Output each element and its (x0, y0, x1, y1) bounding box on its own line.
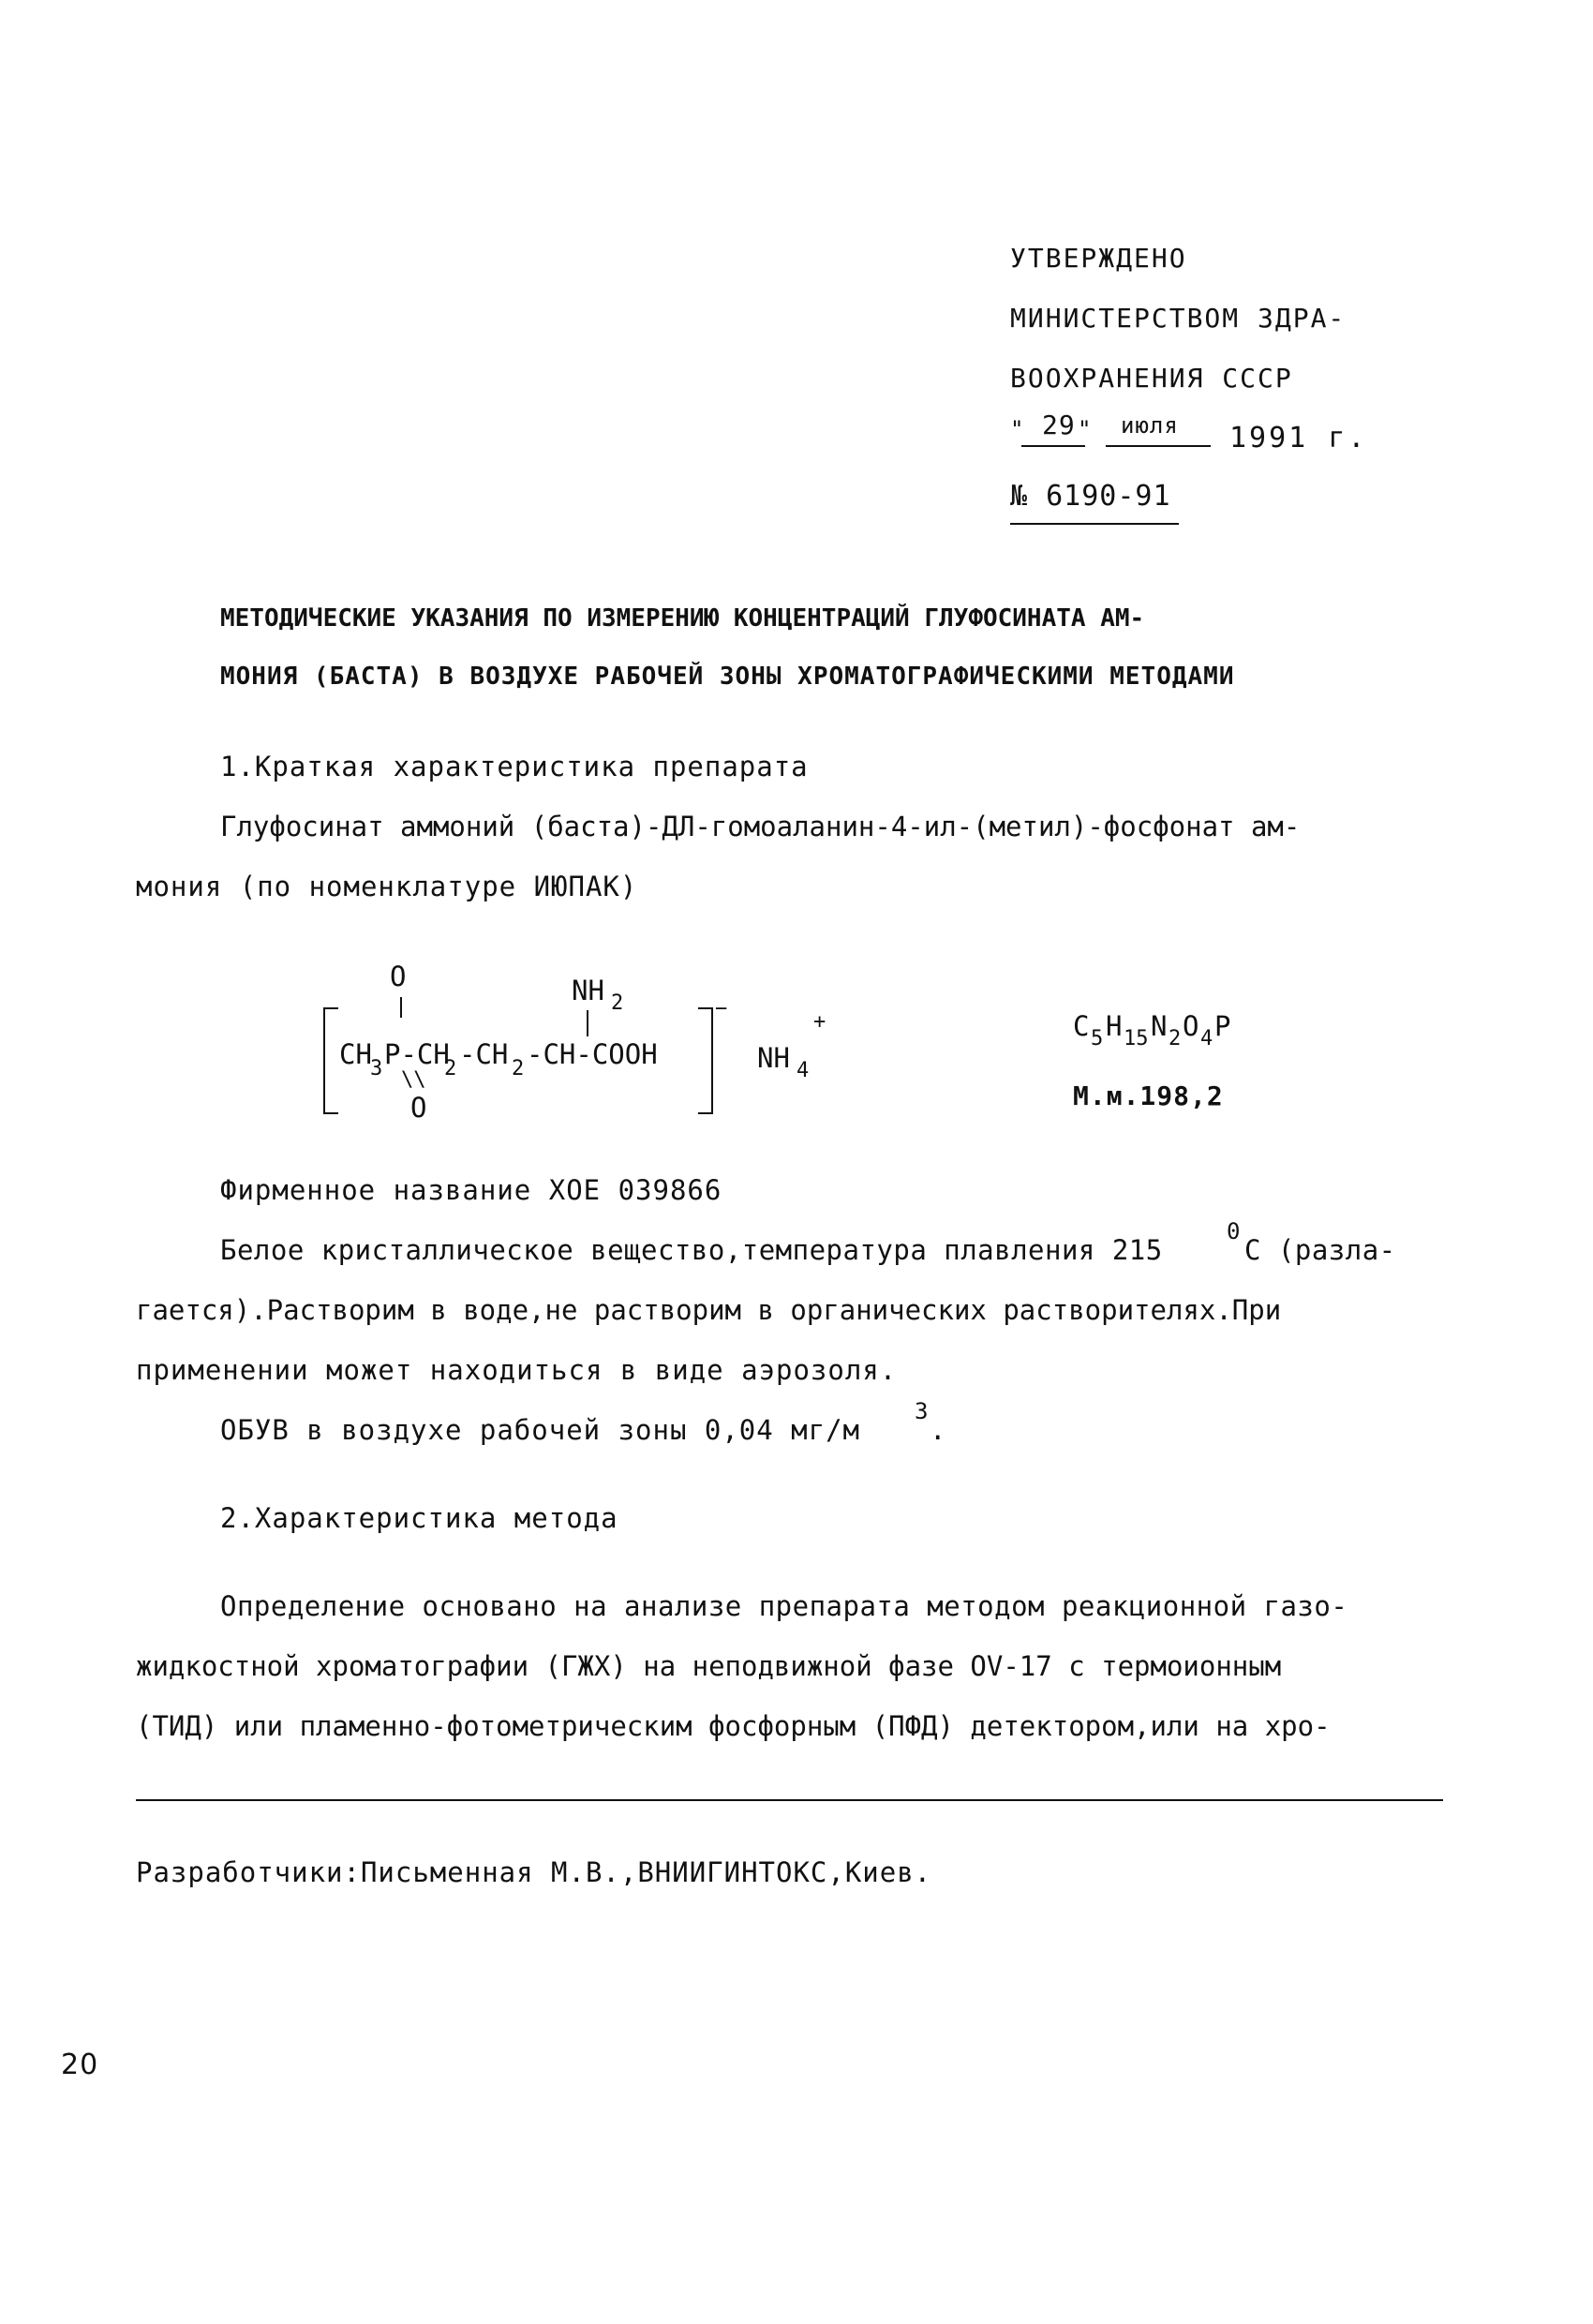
right-bracket (698, 1007, 713, 1114)
section-2-line-3: (ТИД) или пламенно-фотометрическим фосфорным (ПФД) детектором,или на хро- (136, 1710, 1331, 1742)
title-line-1: МЕТОДИЧЕСКИЕ УКАЗАНИЯ ПО ИЗМЕРЕНИЮ КОНЦЕНТРАЦИЙ ГЛУФОСИНАТА АМ- (220, 604, 1145, 633)
charge-plus: + (813, 1010, 826, 1034)
bond-slash: \\ (401, 1068, 426, 1092)
footnote-separator (136, 1799, 1443, 1801)
section-2-line-1: Определение основано на анализе препарата методом реакционной газо- (220, 1590, 1348, 1622)
footnote-developers: Разработчики:Письменная М.В.,ВНИИГИНТОКС,Киев. (136, 1856, 932, 1888)
approval-line-3: ВООХРАНЕНИЯ СССР (1010, 363, 1293, 394)
properties-line-2: гается).Растворим в воде,не растворим в органических растворителях.При (136, 1294, 1282, 1326)
ammonium-group: NH (757, 1042, 790, 1074)
approval-date-month: июля (1121, 412, 1179, 439)
title-line-2: МОНИЯ (БАСТА) В ВОЗДУХЕ РАБОЧЕЙ ЗОНЫ ХРОМАТОГРАФИЧЕСКИМИ МЕТОДАМИ (220, 663, 1235, 691)
approval-number: № 6190-91 (1010, 480, 1171, 513)
formula-nitrogen: N (1151, 1010, 1168, 1042)
chain-subscript-1: 2 (444, 1057, 457, 1080)
properties-line-1a: Белое кристаллическое вещество,температура плавления 215 (220, 1234, 1163, 1266)
formula-oxygen-count: 4 (1200, 1027, 1213, 1050)
date-month-underline (1106, 445, 1211, 447)
double-bond-line (400, 997, 402, 1018)
charge-minus: − (715, 997, 728, 1020)
section-2-line-2: жидкостной хроматографии (ГЖХ) на неподвижной фазе OV-17 с термоионным (136, 1650, 1282, 1682)
properties-line-3: применении может находиться в виде аэрозоля. (136, 1354, 898, 1386)
oxygen-bottom: O (410, 1092, 427, 1124)
formula-oxygen: O (1183, 1010, 1199, 1042)
oxygen-top: O (390, 961, 407, 992)
approval-line-2: МИНИСТЕРСТВОМ ЗДРА- (1010, 303, 1347, 334)
obuv-superscript: 3 (915, 1398, 929, 1424)
ammonium-subscript: 4 (796, 1059, 810, 1082)
formula-phosphorus: P (1214, 1010, 1231, 1042)
approval-date-open-quote: " (1010, 416, 1025, 442)
carboxyl-chain: -CH-COOH (527, 1038, 658, 1070)
methyl-group: CH (339, 1038, 372, 1070)
formula-hydrogen-count: 15 (1124, 1027, 1149, 1050)
approval-date-close-quote: " (1078, 416, 1093, 442)
molar-mass: М.м.198,2 (1073, 1080, 1224, 1111)
section-1-paragraph-line-2: мония (по номенклатуре ИЮПАК) (136, 871, 638, 902)
page-number: 20 (61, 2048, 99, 2081)
methylene-group: -CH (459, 1038, 509, 1070)
formula-hydrogen: H (1106, 1010, 1123, 1042)
methyl-subscript: 3 (370, 1057, 383, 1080)
amino-group: NH (572, 975, 604, 1006)
amino-subscript: 2 (611, 991, 624, 1015)
approval-date-year: 1991 г. (1229, 422, 1368, 454)
section-1-paragraph-line-1: Глуфосинат аммоний (баста)-ДЛ-гомоаланин-4-ил-(метил)-фосфонат ам- (220, 811, 1301, 842)
properties-line-1b: С (разла- (1244, 1234, 1396, 1266)
section-1-heading: 1.Краткая характеристика препарата (220, 751, 809, 782)
chain-subscript-2: 2 (512, 1057, 525, 1080)
section-2-heading: 2.Характеристика метода (220, 1502, 618, 1534)
formula-carbon-count: 5 (1091, 1027, 1104, 1050)
formula-nitrogen-count: 2 (1169, 1027, 1182, 1050)
trade-name: Фирменное название ХОЕ 039866 (220, 1174, 722, 1206)
formula-carbon: C (1073, 1010, 1090, 1042)
phosphorus-chain: P-CH (384, 1038, 450, 1070)
date-day-underline (1021, 445, 1085, 447)
amino-bond-line (587, 1010, 588, 1036)
left-bracket (323, 1007, 338, 1114)
degree-superscript: 0 (1227, 1218, 1241, 1244)
approval-line-1: УТВЕРЖДЕНО (1010, 243, 1187, 274)
approval-date-day: 29 (1042, 410, 1076, 440)
obuv-tail: . (930, 1414, 947, 1446)
number-underline (1010, 523, 1179, 525)
obuv-text: ОБУВ в воздухе рабочей зоны 0,04 мг/м (220, 1414, 861, 1446)
